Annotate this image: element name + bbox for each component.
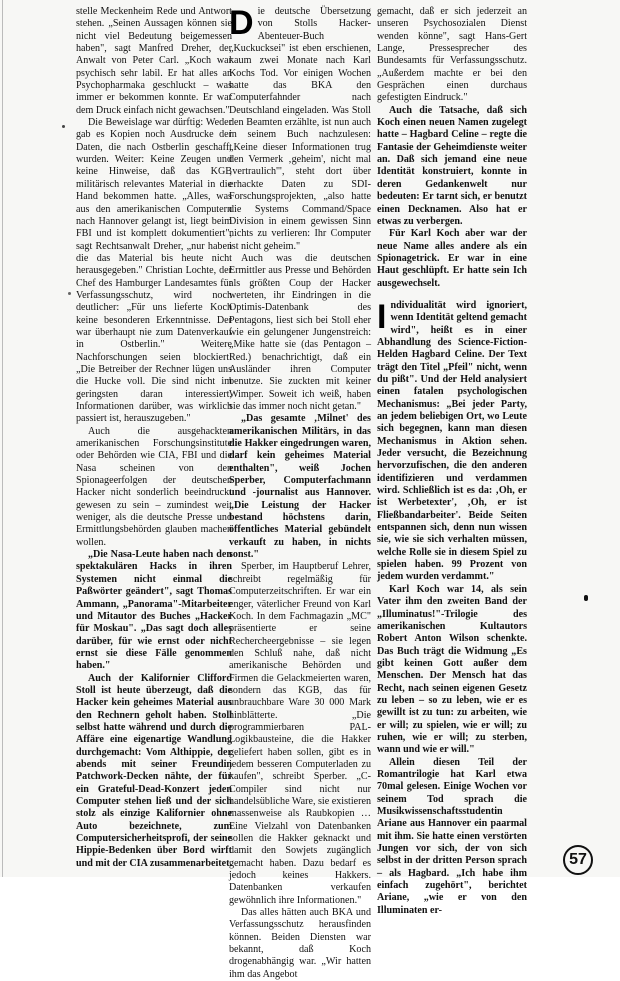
paragraph: gemacht, daß er sich jederzeit an unseren Psychosozialen Dienst wenden könne", sagt Hans-Gert Lange, Pressesprecher des Bundesamts für Verfassungsschutz. „Außerdem machte er bei den Gesprächen einen durchaus gefestigten Eindruck.": [377, 6, 527, 104]
drop-cap: I: [377, 297, 387, 336]
paragraph: Sperber, im Hauptberuf Lehrer, schreibt regelmäßig für Computerzeitschriften. Er war ein enger, väterlicher Freund von Karl Koch. In dem Fachmagazin „MC" präsentierte er seine Rechercheergebnisse – sie legen den Schluß nahe, daß nicht amerikanische Behörden und Firmen die Gelackmeierten waren, sondern das KGB, das für unbrauchbare Ware 30 000 Mark hinblätterte. „Die programmierbaren PAL-Logikbausteine, die die Hakker geliefert haben sollen, gibt es in jedem besseren Computerladen zu kaufen", schreibt Sperber. „C-Compiler sind nicht nur handelsübliche Ware, sie existieren massenweise als Raubkopien … Eine Vielzahl von Datenbanken sollen die Hakker geknackt und damit den Sowjets zugänglich gemacht haben. Dazu bedarf es jedoch keines Hakkers. Datenbanken verkaufen gewöhnlich ihre Informationen.": [229, 561, 371, 906]
paragraph: „Das gesamte ‚Milnet' des amerikanischen Militärs, in das die Hakker eingedrungen waren, darf kein geheimes Material enthalten", weiß Jochen Sperber, Computerfachmann und -journalist aus Hannover. „Die Leistung der Hacker bestand höchstens darin, öffentliches Material gebündelt verkauft zu haben, in nichts sonst.": [229, 413, 371, 561]
paragraph: Allein diesen Teil der Romantrilogie hat Karl etwa 70mal gelesen. Einige Wochen vor seinem Tod sprach die Musikwissenschaftsstudentin Ariane aus Hannover ein paarmal mit ihm. Sie hatte einen verstörten Jungen vor sich, der von sich selbst in der dritten Person sprach – als Hagbard. „Ich habe ihm einfach zugehört", berichtet Ariane, „wie er von den Illuminaten er-: [377, 756, 527, 916]
paragraph: Auch die Tatsache, daß sich Koch einen neuen Namen zugelegt hatte – Hagbard Celine – regte die Fantasie der Geheimdienste weiter an. Daß sich jemand eine neue Identität konstruiert, konnte in deren Gedankenwelt nur bedeuten: Er tarnt sich, er benutzt einen Decknamen. Also hat er etwas zu verbergen.: [377, 104, 527, 227]
paragraph: Karl Koch war 14, als sein Vater ihm den zweiten Band der „Illuminatus!"-Trilogie des amerikanischen Kultautors Robert Anton Wilson schenkte. Das Buch trägt die Widmung „Es gibt keinen Gott außer dem Menschen. Der Mensch hat das Recht, nach seinen eigenen Gesetz zu leben – so zu leben, wie er es gewillt ist zu tun: zu arbeiten, wie er will; zu spielen, wie er will; zu ruhen, wie er will; zu sterben, wann und wie er will.": [377, 583, 527, 756]
paragraph: Das alles hätten auch BKA und Verfassungsschutz herausfinden können. Beiden Diensten war bekannt, daß Koch drogenabhängig war. „Wir hatten ihm das Angebot: [229, 907, 371, 980]
scan-speck: [62, 125, 65, 128]
paragraph-with-dropcap: [377, 297, 527, 584]
text-column-3: [377, 6, 527, 916]
scan-edge: [2, 0, 3, 877]
text-column-2: [229, 4, 371, 980]
paragraph-text: ie deutsche Übersetzung von Stolls Hacker-Abenteuer-Buch „Kuckucksei" ist eben erschienen, kaum zwei Monate nach Karl Kochs Tod. Vor einigen Wochen hatte das BKA den Computerfahnder nach Deutschland eingeladen. Was Stoll den Beamten erzählte, ist nun auch in seinem Buch nachzulesen: „Keine dieser Informationen trug den Vermerk ‚geheim', nicht mal ‚vertraulich'", steht dort über erhackte Daten zu SDI-Forschungsprojekten, „also hatte die Systems Command/Space Division in einem gewissen Sinn nichts zu verlieren: Ihr Computer ist nicht geheim.": [229, 6, 371, 252]
paragraph: Die Beweislage war dürftig: Weder gab es Kopien noch Ausdrucke der Daten, die nach Ostberlin geschafft wurden. Weiter: Keine Zeugen und keine Hinweise, daß das KGB militärisch relevantes Material in die Hand bekommen hatte. „Alles, was aus den amerikanischen Computern nach Hannover gelangt ist, liegt beim FBI und ist komplett dokumentiert", sagt Rechtsanwalt Dreher, „nur haben die das Material bis heute nicht herausgegeben." Christian Lochte, der Chef des Hamburger Landesamtes für Verfassungsschutz, wird noch deutlicher: „Für uns lieferte Koch keine besonderen Erkenntnisse. Der war überhaupt nie zum Datenverkauf in Ostberlin." Weitere Nachforschungen seien blockiert: „Die Betreiber der Rechner lügen uns die Hucke voll. Die sind nicht im geringsten daran interessiert, Informationen darüber, was wirklich passiert ist, herauszugeben.": [76, 117, 232, 425]
text-column-1: [76, 6, 232, 869]
paragraph: Für Karl Koch aber war der neue Name alles andere als ein Spionagetrick. Er war in eine Haut geschlüpft. Er hatte sein Ich ausgewechselt.: [377, 228, 527, 289]
paragraph: Auch der Kalifornier Clifford Stoll ist heute überzeugt, daß die Hacker kein geheimes Material aus den Rechnern geholt haben. Stoll selbst hatte während und durch die Affäre eine eigenartige Wandlung durchgemacht: Vom Althippie, der abends mit seiner Freundin Patchwork-Decken nähte, der für ein Grateful-Dead-Konzert jeden Computer stehen ließ und der sich stolz als einzige Kalifornier ohne Auto bezeichnete, zum Computersicherheitsprofi, der seine Hippie-Bedenken über Bord wirft und mit der CIA zusammenarbeitet.: [76, 672, 232, 869]
drop-cap: D: [229, 4, 254, 42]
paragraph: „Die Nasa-Leute haben nach den spektakulären Hacks in ihren Systemen nicht einmal die Paßwörter geändert", sagt Thomas Ammann, „Panorama"-Mitarbeiter und Mitautor des Buches „Hacker für Moskau". „Das sagt doch alles darüber, für wie ernst oder nicht ernst sie diese Fälle genommen haben.": [76, 549, 232, 672]
paragraph: Auch die ausgehackten amerikanischen Forschungsinstitute oder Behörden wie CIA, FBI und die Nasa scheinen von den Spionageerfolgen der deutschen Hacker nicht sonderlich beeindruckt gewesen zu sein – zumindest weit weniger, als die deutsche Presse und Ermittlungsbehörden glauben machen wollen.: [76, 425, 232, 548]
scan-speck: [68, 292, 71, 295]
paragraph-text: ndividualität wird ignoriert, wenn Identität geltend gemacht wird", heißt es in einer Abhandlung des Science-Fiction-Helden Hagbard Celine. Der Text trägt den Titel „Pfeil" nicht, wenn du pißt". Und der Held analysiert einen fatalen psychologischen Mechanismus: „Bei jeder Party, an jedem beliebigen Ort, wo Leute sich begegnen, kann man diesen Mechanismus in Aktion sehen. Jeder versucht, die Bezeichnung hervorzufischen, die den anderen identifizieren und verdammen wird. Schließlich ist es da: ‚Oh, er ist Werbetexter', ‚Oh, er ist Fließbandarbeiter'. Beide Seiten entspannen sich, denn nun wissen sie, wie sie sich verhalten müssen, welche Rolle sie in diesem Spiel zu spielen haben. 99 Prozent von jedem wurden verdammt.": [377, 299, 527, 583]
paragraph: Auch was die deutschen Ermittler aus Presse und Behörden als größten Coup der Hacker werteten, ihr Eindringen in die Optimis-Datenbank des Pentagons, liest sich bei Stoll eher wie ein gelungener Jungenstreich: „Mike hatte sie (das Pentagon – Red.) benachrichtigt, daß ein Ausländer ihren Computer benutze. Sie zuckten mit keiner Wimper. Soweit ich weiß, haben sie das immer noch nicht getan.": [229, 252, 371, 412]
ink-mark: [584, 595, 588, 601]
paragraph: stelle Meckenheim Rede und Antwort stehen. „Seinen Aussagen können sie nicht viel Bedeutung beigemessen haben", sagt Manfred Dreher, der Anwalt von Peter Carl. „Koch war psychisch sehr labil. Er hat alles an Psychopharmaka geschluckt – was immer er bekommen konnte. Er war dem Druck einfach nicht gewachsen.": [76, 6, 232, 116]
page-number: 57: [563, 845, 593, 875]
paragraph-with-dropcap: [229, 6, 371, 253]
